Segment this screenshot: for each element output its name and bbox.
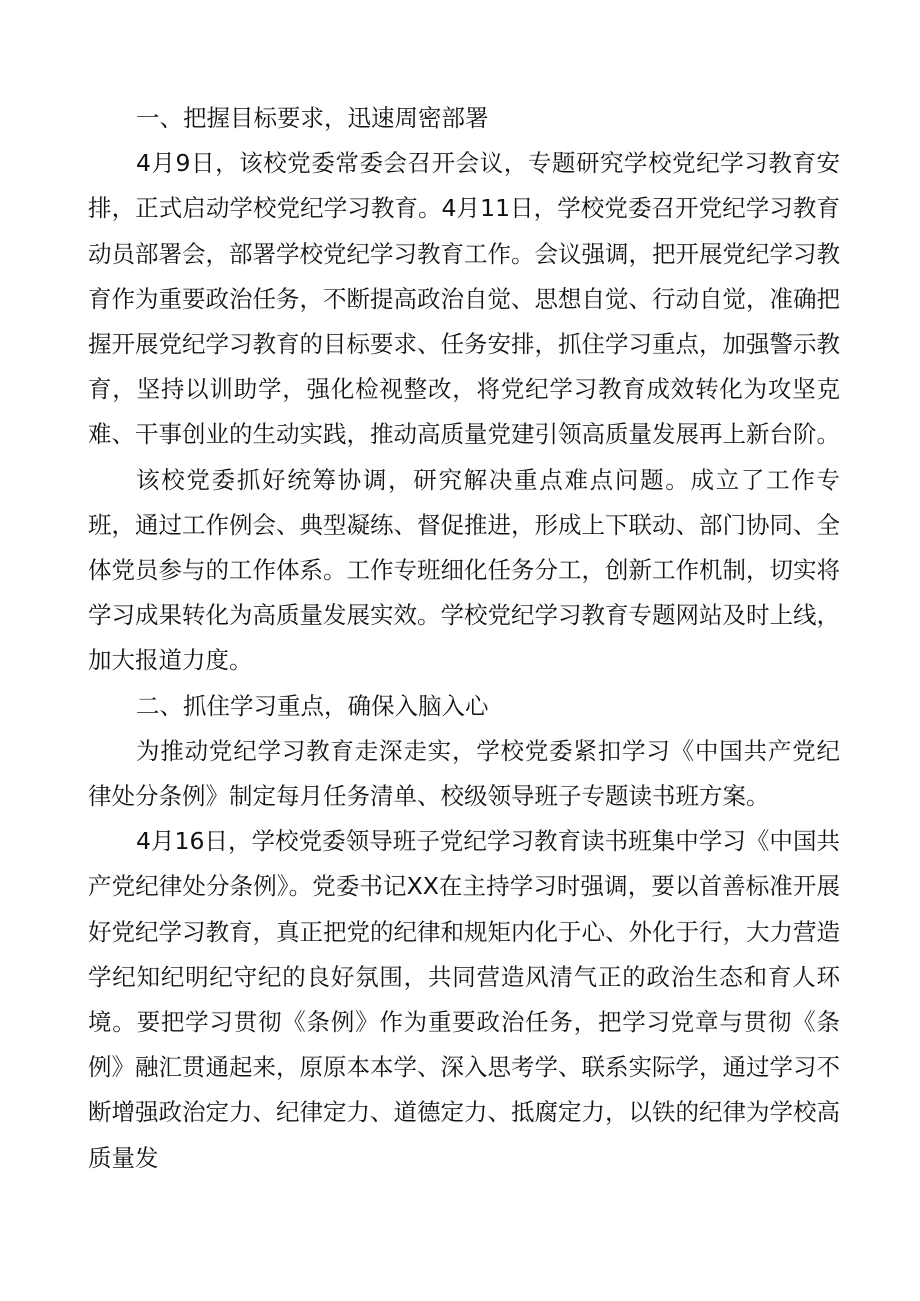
paragraph-task-list: 为推动党纪学习教育走深走实，学校党委紧扣学习《中国共产党纪律处分条例》制定每月任务清单、校级领导班子专题读书班方案。 (88, 736, 840, 811)
section-heading-2: 二、抓住学习重点，确保入脑入心 (136, 691, 489, 720)
document-body (88, 96, 840, 1181)
section-heading-1: 一、把握目标要求，迅速周密部署 (136, 104, 489, 132)
paragraph-coordination: 该校党委抓好统筹协调，研究解决重点难点问题。成立了工作专班，通过工作例会、典型凝练、督促推进，形成上下联动、部门协同、全体党员参与的工作体系。工作专班细化任务分工，创新工作机制，切实将学习成果转化为高质量发展实效。学校党纪学习教育专题网站及时上线，加大报道力度。 (88, 465, 840, 675)
paragraph-reading-class: 4月16日，学校党委领导班子党纪学习教育读书班集中学习《中国共产党纪律处分条例》。党委书记XX在主持学习时强调，要以首善标准开展好党纪学习教育，真正把党的纪律和规矩内化于心、外化于行，大力营造学纪知纪明纪守纪的良好氛围，共同营造风清气正的政治生态和育人环境。要把学习贯彻《条例》作为重要政治任务，把学习党章与贯彻《条例》融汇贯通起来，原原本本学、深入思考学、联系实际学，通过学习不断增强政治定力、纪律定力、道德定力、抵腐定力，以铁的纪律为学校高质量发 (88, 827, 840, 1172)
paragraph-kickoff-meetings: 4月9日，该校党委常委会召开会议，专题研究学校党纪学习教育安排，正式启动学校党纪学习教育。4月11日，学校党委召开党纪学习教育动员部署会，部署学校党纪学习教育工作。会议强调，把开展党纪学习教育作为重要政治任务，不断提高政治自觉、思想自觉、行动自觉，准确把握开展党纪学习教育的目标要求、任务安排，抓住学习重点，加强警示教育，坚持以训助学，强化检视整改，将党纪学习教育成效转化为攻坚克难、干事创业的生动实践，推动高质量党建引领高质量发展再上新台阶。 (88, 149, 840, 449)
